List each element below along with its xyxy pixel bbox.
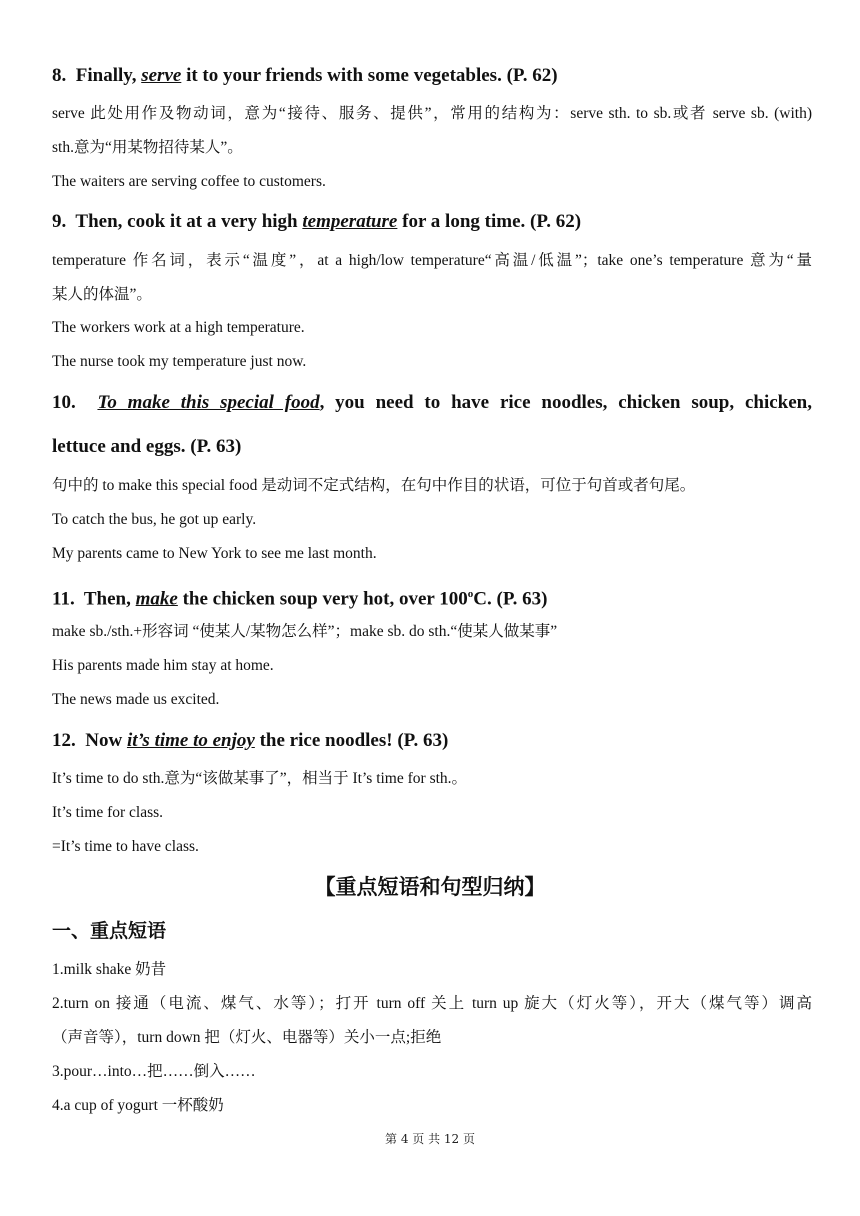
item-11-example-1: His parents made him stay at home. bbox=[52, 657, 274, 674]
key-word: To make this special food bbox=[97, 392, 320, 413]
key-word: serve bbox=[141, 65, 182, 86]
page-footer: 第 4 页 共 12 页 bbox=[385, 1132, 475, 1146]
heading-text: the chicken soup very hot, over 100 bbox=[177, 588, 468, 610]
item-9-line-2: 某人的体温”。 bbox=[52, 286, 152, 303]
item-8-example: The waiters are serving coffee to customers. bbox=[52, 173, 326, 190]
item-11-example-2: The news made us excited. bbox=[52, 691, 220, 708]
item-10-heading-line-2: lettuce and eggs. (P. 63) bbox=[52, 436, 242, 457]
item-8-line-2: sth.意为“用某物招待某人”。 bbox=[52, 139, 243, 156]
key-word: temperature bbox=[302, 211, 398, 232]
item-9-example-2: The nurse took my temperature just now. bbox=[52, 353, 307, 370]
item-9-heading bbox=[52, 210, 812, 234]
heading-text: , you need to have rice noodles, chicken soup, chicken, bbox=[319, 392, 812, 413]
item-number: 9. bbox=[52, 211, 67, 232]
heading-text: C. (P. 63) bbox=[473, 588, 548, 610]
key-word: it’s time to enjoy bbox=[126, 730, 255, 751]
item-9-example-1: The workers work at a high temperature. bbox=[52, 319, 305, 336]
heading-text: Then, cook it at a very high bbox=[75, 211, 303, 232]
heading-text: for a long time. (P. 62) bbox=[397, 211, 582, 232]
degree-sup: o bbox=[467, 588, 474, 600]
phrase-item: 1.milk shake 奶昔 bbox=[52, 961, 167, 978]
phrase-item: 3.pour…into…把……倒入…… bbox=[52, 1063, 256, 1080]
heading-text: Now bbox=[85, 730, 127, 751]
item-12-example-2: =It’s time to have class. bbox=[52, 838, 199, 855]
item-number: 12. bbox=[52, 730, 76, 751]
item-9-line-1: temperature 作名词，表示“温度”，at a high/low temperature“高温/低温”；take one’s temperature 意为“量 bbox=[52, 252, 812, 269]
item-number: 10. bbox=[52, 392, 76, 413]
heading-text: Finally, bbox=[75, 65, 142, 86]
heading-text: the rice noodles! (P. 63) bbox=[254, 730, 449, 751]
item-12-line-1: It’s time to do sth.意为“该做某事了”，相当于 It’s time for sth.。 bbox=[52, 770, 468, 787]
item-8-line-1: serve 此处用作及物动词，意为“接待、服务、提供”，常用的结构为：serve sth. to sb.或者 serve sb. (with) bbox=[52, 105, 812, 122]
section-title: 一、重点短语 bbox=[52, 920, 167, 942]
item-10-line-1: 句中的 to make this special food 是动词不定式结构，在句中作目的状语，可位于句首或者句尾。 bbox=[52, 477, 696, 494]
item-11-line-1: make sb./sth.+形容词 “使某人/某物怎么样”；make sb. do sth.“使某人做某事” bbox=[52, 623, 558, 640]
key-word: make bbox=[135, 588, 178, 610]
item-12-example-1: It’s time for class. bbox=[52, 804, 164, 821]
phrase-item: 4.a cup of yogurt 一杯酸奶 bbox=[52, 1097, 224, 1114]
item-10-example-1: To catch the bus, he got up early. bbox=[52, 511, 257, 528]
phrase-item: 2.turn on 接通（电流、煤气、水等）；打开 turn off 关上 turn up 旋大（灯火等），开大（煤气等）调高 bbox=[52, 995, 812, 1012]
item-number: 11. bbox=[52, 588, 75, 610]
item-number: 8. bbox=[52, 65, 67, 86]
item-10-example-2: My parents came to New York to see me last month. bbox=[52, 545, 377, 562]
item-10-heading bbox=[52, 391, 812, 415]
item-12-heading bbox=[52, 729, 812, 753]
item-11-heading bbox=[52, 582, 812, 611]
heading-text: Then, bbox=[83, 588, 136, 610]
summary-title: 【重点短语和句型归纳】 bbox=[314, 875, 546, 899]
heading-text: it to your friends with some vegetables. (P. 62) bbox=[181, 65, 558, 86]
item-8-heading bbox=[52, 64, 812, 88]
phrase-item-continued: （声音等），turn down 把（灯火、电器等）关小一点;拒绝 bbox=[52, 1029, 442, 1046]
